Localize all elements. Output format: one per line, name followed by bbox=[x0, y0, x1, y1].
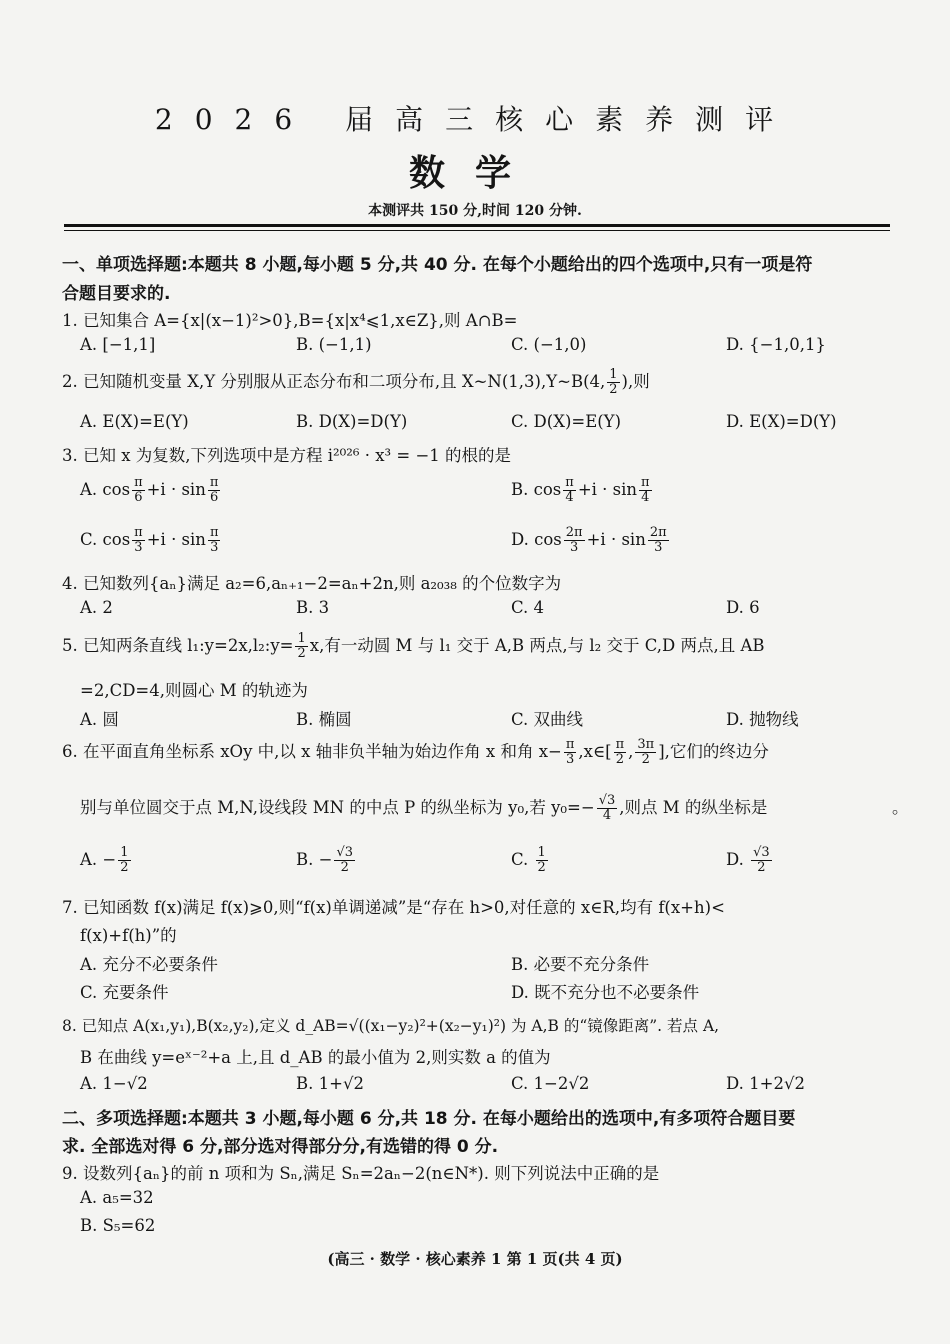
fraction-denominator: 4 bbox=[641, 490, 650, 505]
option-a-prefix: A. − bbox=[80, 850, 117, 869]
question-2-option-d: D. E(X)=D(Y) bbox=[726, 412, 837, 431]
option-c-prefix: C. bbox=[511, 850, 534, 869]
question-1-stem: 1. 已知集合 A={x|(x−1)²>0},B={x|x⁴⩽1,x∈Z},则 A∩B= bbox=[62, 311, 518, 330]
question-8-option-c: C. 1−2√2 bbox=[511, 1074, 590, 1093]
fraction-numerator: 1 bbox=[120, 845, 129, 860]
question-5-stem-post: x,有一动圆 M 与 l₁ 交于 A,B 两点,与 l₂ 交于 C,D 两点,且 AB bbox=[309, 636, 765, 655]
question-6-fraction-4 bbox=[597, 794, 618, 823]
option-c-fraction-1 bbox=[132, 526, 145, 555]
question-5-option-d: D. 抛物线 bbox=[726, 710, 799, 729]
option-b-prefix: B. − bbox=[296, 850, 333, 869]
question-5-stem-pre: 5. 已知两条直线 l₁:y=2x,l₂:y= bbox=[62, 636, 294, 655]
question-7-option-c: C. 充要条件 bbox=[80, 983, 169, 1002]
header-rule-thick bbox=[64, 224, 890, 227]
fraction-denominator: 2 bbox=[297, 646, 306, 661]
fraction-numerator: π bbox=[615, 737, 625, 752]
option-c-prefix: C. cos bbox=[80, 530, 131, 549]
question-6-fraction-3 bbox=[635, 738, 656, 767]
question-6-option-b bbox=[296, 846, 357, 875]
question-6-fraction-1 bbox=[564, 738, 577, 767]
question-2-option-c: C. D(X)=E(Y) bbox=[511, 412, 622, 431]
question-6-stem bbox=[62, 738, 769, 767]
fraction-numerator: 3π bbox=[637, 737, 655, 752]
fraction-denominator: 6 bbox=[209, 490, 219, 505]
question-5-option-b: B. 椭圆 bbox=[296, 710, 352, 729]
question-6-stem-pre: 6. 在平面直角坐标系 xOy 中,以 x 轴非负半轴为始边作角 x 和角 x− bbox=[62, 742, 562, 761]
fraction-denominator: 3 bbox=[134, 540, 143, 555]
question-1-option-c: C. (−1,0) bbox=[511, 335, 587, 354]
question-2-fraction bbox=[607, 368, 619, 397]
fraction-numerator: π bbox=[565, 737, 575, 752]
question-7-stem-cont: f(x)+f(h)”的 bbox=[80, 926, 177, 945]
option-a-fraction bbox=[118, 846, 130, 875]
option-b-fraction-1 bbox=[563, 476, 576, 505]
fraction-numerator: 1 bbox=[537, 845, 546, 860]
question-2-stem-pre: 2. 已知随机变量 X,Y 分别服从正态分布和二项分布,且 X~N(1,3),Y~B(4, bbox=[62, 372, 606, 391]
fraction-denominator: 3 bbox=[654, 540, 663, 555]
question-4-option-c: C. 4 bbox=[511, 598, 545, 617]
option-d-fraction bbox=[751, 846, 772, 875]
section-2-instruction: 二、多项选择题:本题共 3 小题,每小题 6 分,共 18 分. 在每小题给出的选项中,有多项符合题目要 bbox=[62, 1109, 796, 1129]
question-6-stem-mid: ,x∈[ bbox=[578, 742, 612, 761]
question-8-option-a: A. 1−√2 bbox=[80, 1074, 148, 1093]
question-6-stem2-pre: 别与单位圆交于点 M,N,设线段 MN 的中点 P 的纵坐标为 y₀,若 y₀=− bbox=[80, 798, 595, 817]
option-c-fraction bbox=[536, 846, 548, 875]
option-a-prefix: A. cos bbox=[80, 480, 131, 499]
question-2-stem bbox=[62, 368, 650, 397]
question-6-stem-post: ],它们的终边分 bbox=[658, 742, 769, 761]
option-c-middle: +i · sin bbox=[146, 530, 206, 549]
fraction-denominator: 3 bbox=[570, 540, 579, 555]
option-a-fraction-2 bbox=[208, 476, 221, 505]
fraction-numerator: 2π bbox=[649, 525, 667, 540]
fraction-denominator: 4 bbox=[565, 490, 574, 505]
question-8-option-d: D. 1+2√2 bbox=[726, 1074, 805, 1093]
exam-title: 2026 届高三核心素养测评 bbox=[154, 103, 796, 136]
question-3-option-d bbox=[511, 526, 671, 555]
question-9-option-b: B. S₅=62 bbox=[80, 1216, 156, 1235]
fraction-numerator: 2π bbox=[565, 525, 583, 540]
question-5-stem bbox=[62, 632, 765, 661]
fraction-denominator: 2 bbox=[340, 860, 349, 875]
fraction-numerator: π bbox=[134, 475, 143, 490]
question-7-option-d: D. 既不充分也不必要条件 bbox=[511, 983, 700, 1002]
header-rule-thin bbox=[64, 230, 890, 231]
fraction-numerator: π bbox=[565, 475, 574, 490]
fraction-denominator: 4 bbox=[602, 808, 612, 823]
option-c-fraction-2 bbox=[208, 526, 221, 555]
section-2-instruction-cont: 求. 全部选对得 6 分,部分选对得部分分,有选错的得 0 分. bbox=[62, 1137, 499, 1157]
fraction-numerator: π bbox=[641, 475, 650, 490]
question-8-stem-cont: B 在曲线 y=eˣ⁻²+a 上,且 d_AB 的最小值为 2,则实数 a 的值为 bbox=[80, 1048, 551, 1067]
question-9-option-a: A. a₅=32 bbox=[80, 1188, 154, 1207]
section-1-instruction-cont: 合题目要求的. bbox=[62, 284, 171, 304]
question-5-stem-cont: =2,CD=4,则圆心 M 的轨迹为 bbox=[80, 681, 308, 700]
question-2-option-a: A. E(X)=E(Y) bbox=[80, 412, 189, 431]
option-b-fraction-2 bbox=[639, 476, 652, 505]
option-d-prefix: D. bbox=[726, 850, 750, 869]
fraction-denominator: 6 bbox=[134, 490, 143, 505]
subject-title: 数学 bbox=[408, 152, 541, 194]
question-2-option-b: B. D(X)=D(Y) bbox=[296, 412, 408, 431]
question-7-stem: 7. 已知函数 f(x)满足 f(x)⩾0,则“f(x)单调递减”是“存在 h>0,对任意的 x∈R,均有 f(x+h)< bbox=[62, 898, 725, 917]
question-4-option-d: D. 6 bbox=[726, 598, 760, 617]
question-6-option-c bbox=[511, 846, 550, 875]
fraction-numerator: √3 bbox=[598, 793, 616, 808]
question-7-option-a: A. 充分不必要条件 bbox=[80, 955, 218, 974]
fraction-denominator: 2 bbox=[641, 752, 650, 767]
question-3-stem: 3. 已知 x 为复数,下列选项中是方程 i²⁰²⁶ · x³ = −1 的根的是 bbox=[62, 446, 512, 465]
fraction-denominator: 2 bbox=[615, 752, 624, 767]
question-1-option-b: B. (−1,1) bbox=[296, 335, 372, 354]
question-5-option-c: C. 双曲线 bbox=[511, 710, 584, 729]
question-8-stem: 8. 已知点 A(x₁,y₁),B(x₂,y₂),定义 d_AB=√((x₁−y₂)²+(x₂−y₁)²) 为 A,B 的“镜像距离”. 若点 A, bbox=[62, 1017, 720, 1035]
fraction-numerator: π bbox=[134, 525, 143, 540]
page-footer: (高三 · 数学 · 核心素养 1 第 1 页(共 4 页) bbox=[327, 1250, 623, 1268]
question-6-stem-cont bbox=[80, 794, 767, 823]
option-d-prefix: D. cos bbox=[511, 530, 562, 549]
option-d-middle: +i · sin bbox=[586, 530, 646, 549]
fraction-denominator: 3 bbox=[210, 540, 219, 555]
question-9-stem: 9. 设数列{aₙ}的前 n 项和为 Sₙ,满足 Sₙ=2aₙ−2(n∈N*). 则下列说法中正确的是 bbox=[62, 1164, 660, 1183]
fraction-numerator: 1 bbox=[609, 367, 618, 382]
section-1-instruction: 一、单项选择题:本题共 8 小题,每小题 5 分,共 40 分. 在每个小题给出的四个选项中,只有一项是符 bbox=[62, 255, 813, 275]
question-6-stem2-post: ,则点 M 的纵坐标是 bbox=[619, 798, 768, 817]
question-3-option-c bbox=[80, 526, 222, 555]
question-4-option-b: B. 3 bbox=[296, 598, 330, 617]
question-6-option-a bbox=[80, 846, 133, 875]
option-a-fraction-1 bbox=[132, 476, 145, 505]
question-1-option-d: D. {−1,0,1} bbox=[726, 335, 826, 354]
question-5-option-a: A. 圆 bbox=[80, 710, 119, 729]
option-a-middle: +i · sin bbox=[146, 480, 206, 499]
option-b-fraction bbox=[334, 846, 355, 875]
option-d-fraction-1 bbox=[564, 526, 585, 555]
question-7-option-b: B. 必要不充分条件 bbox=[511, 955, 650, 974]
fraction-numerator: π bbox=[209, 475, 219, 490]
question-6-option-d bbox=[726, 846, 774, 875]
fraction-numerator: 1 bbox=[297, 631, 306, 646]
fraction-denominator: 2 bbox=[609, 382, 618, 397]
fraction-numerator: √3 bbox=[336, 845, 354, 860]
question-6-fraction-2 bbox=[614, 738, 627, 767]
question-5-fraction bbox=[295, 632, 307, 661]
question-4-stem: 4. 已知数列{aₙ}满足 a₂=6,aₙ₊₁−2=aₙ+2n,则 a₂₀₃₈ 的个位数字为 bbox=[62, 574, 562, 593]
question-3-option-b bbox=[511, 476, 654, 505]
option-b-prefix: B. cos bbox=[511, 480, 562, 499]
option-b-middle: +i · sin bbox=[577, 480, 638, 499]
fraction-denominator: 2 bbox=[537, 860, 546, 875]
question-3-option-a bbox=[80, 476, 222, 505]
fraction-numerator: √3 bbox=[753, 845, 770, 860]
question-4-option-a: A. 2 bbox=[80, 598, 113, 617]
question-8-option-b: B. 1+√2 bbox=[296, 1074, 364, 1093]
fraction-denominator: 2 bbox=[757, 860, 766, 875]
question-6-mark: 。 bbox=[892, 798, 909, 817]
fraction-denominator: 2 bbox=[120, 860, 129, 875]
question-1-option-a: A. [−1,1] bbox=[80, 335, 156, 354]
option-d-fraction-2 bbox=[648, 526, 669, 555]
fraction-numerator: π bbox=[209, 525, 219, 540]
question-2-stem-post: ),则 bbox=[621, 372, 650, 391]
exam-info: 本测评共 150 分,时间 120 分钟. bbox=[368, 203, 582, 219]
fraction-denominator: 3 bbox=[565, 752, 575, 767]
question-6-comma: , bbox=[628, 742, 634, 761]
